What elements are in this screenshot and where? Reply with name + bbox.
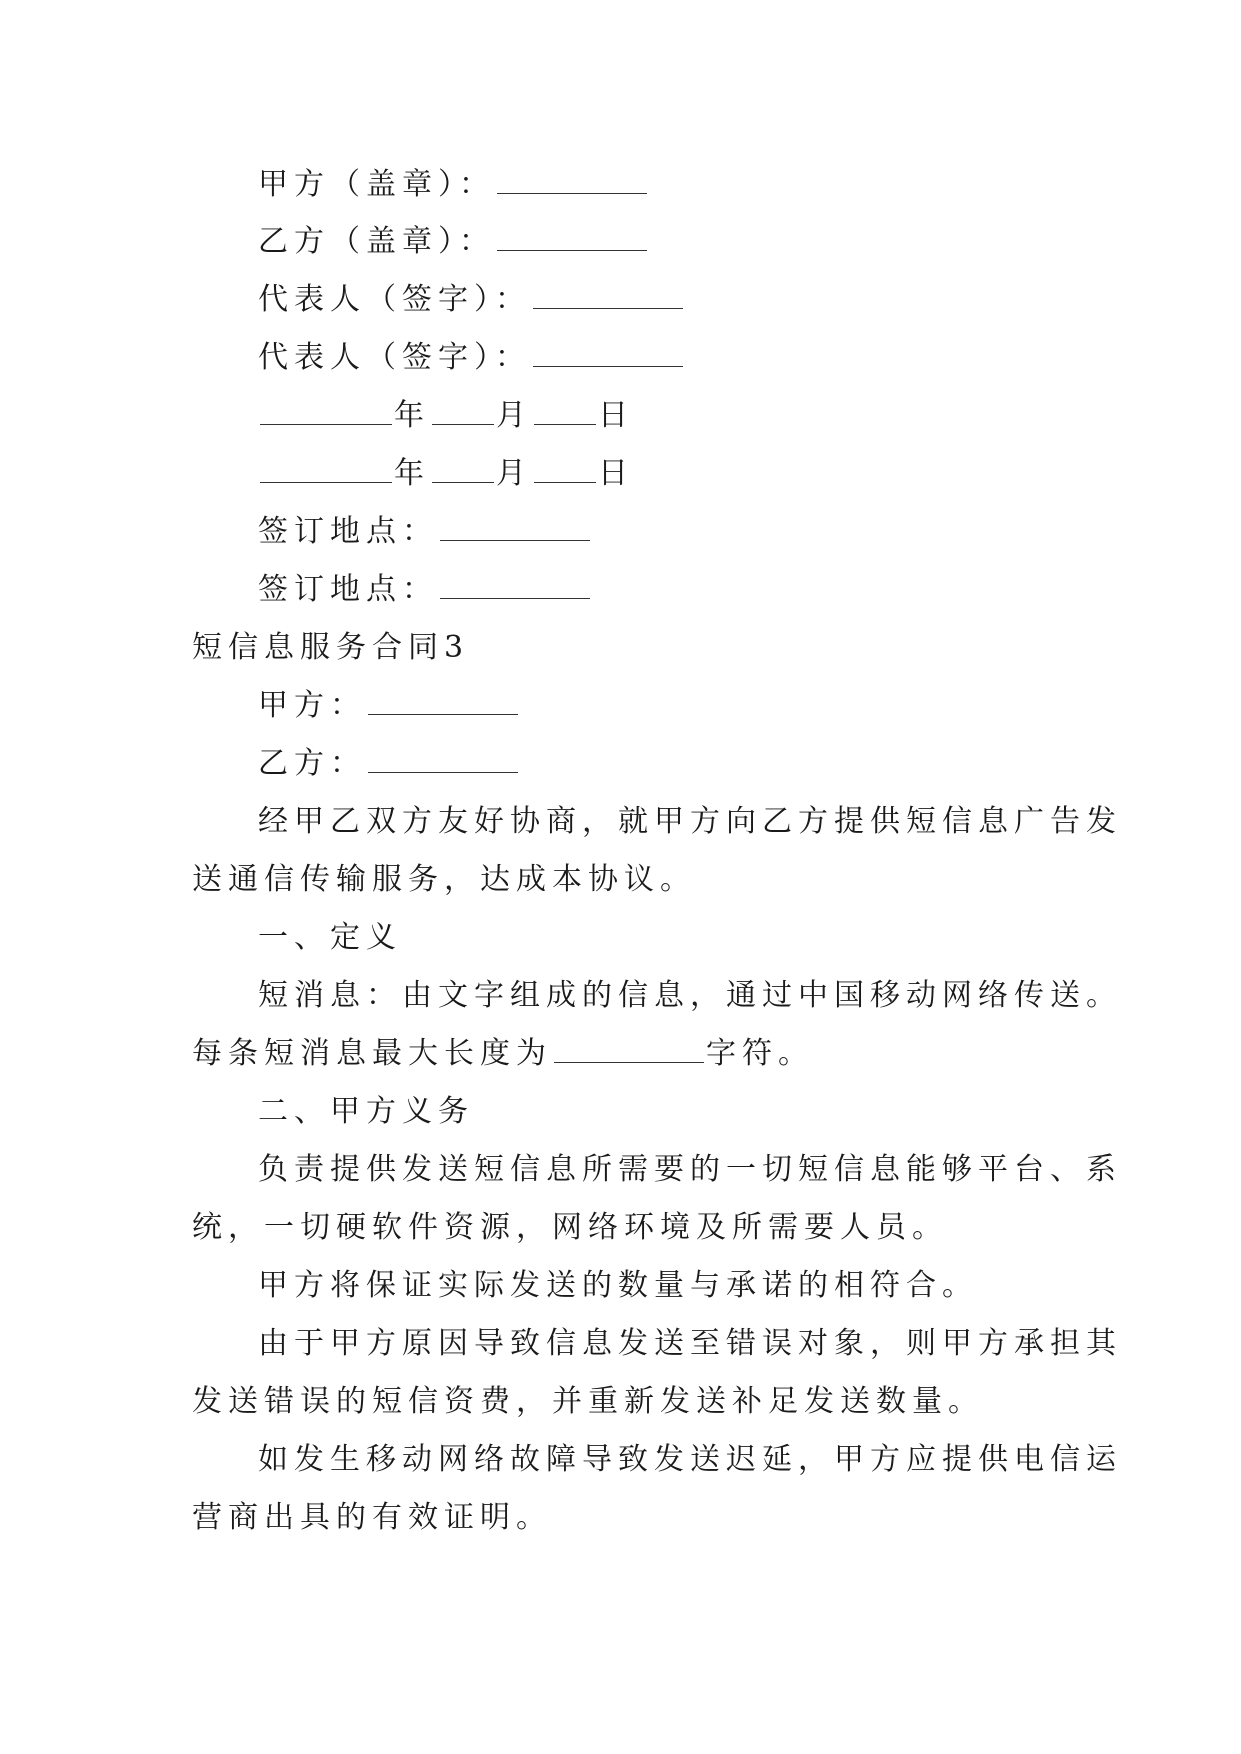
day-label-2: 日 xyxy=(598,456,634,491)
day-label-1: 日 xyxy=(598,398,634,433)
party-a-label: 甲方： xyxy=(258,688,366,723)
month-blank-1 xyxy=(432,400,494,425)
party-b-seal-label: 乙方（盖章）： xyxy=(258,224,495,259)
sign-place-line-2 xyxy=(258,570,1058,610)
rep-sign-blank-2 xyxy=(533,342,683,367)
party-a-seal-line xyxy=(258,165,1058,205)
month-label-1: 月 xyxy=(496,398,532,433)
duty1-line-2: 统，一切硬软件资源，网络环境及所需要人员。 xyxy=(192,1210,948,1245)
duty2-line-1: 甲方将保证实际发送的数量与承诺的相符合。 xyxy=(258,1268,978,1303)
party-a-seal-blank xyxy=(497,169,647,194)
definition-line-2 xyxy=(192,1034,1062,1074)
definition-prefix: 每条短消息最大长度为 xyxy=(192,1036,552,1071)
year-blank-1 xyxy=(260,400,392,425)
party-b-seal-line xyxy=(258,222,1058,262)
sign-place-label-1: 签订地点： xyxy=(258,514,438,549)
party-b-blank xyxy=(368,748,518,773)
party-a-line xyxy=(258,686,1058,726)
rep-sign-label-2: 代表人（签字）： xyxy=(258,340,531,375)
definition-line-1: 短消息：由文字组成的信息，通过中国移动网络传送。 xyxy=(258,978,1122,1013)
section1-heading: 一、定义 xyxy=(258,920,402,955)
year-blank-2 xyxy=(260,458,392,483)
rep-sign-line-2 xyxy=(258,338,1058,378)
party-b-seal-blank xyxy=(497,226,647,251)
intro-line-2: 送通信传输服务，达成本协议。 xyxy=(192,862,696,897)
max-length-blank xyxy=(554,1038,704,1063)
party-b-line xyxy=(258,744,1058,784)
year-label-1: 年 xyxy=(394,398,430,433)
sign-place-label-2: 签订地点： xyxy=(258,572,438,607)
duty3-line-1: 由于甲方原因导致信息发送至错误对象，则甲方承担其 xyxy=(258,1326,1122,1361)
duty1-line-1: 负责提供发送短信息所需要的一切短信息能够平台、系 xyxy=(258,1152,1122,1187)
duty4-line-1: 如发生移动网络故障导致发送迟延，甲方应提供电信运 xyxy=(258,1442,1122,1477)
rep-sign-line-1 xyxy=(258,280,1058,320)
sign-place-blank-1 xyxy=(440,516,590,541)
rep-sign-blank-1 xyxy=(533,284,683,309)
definition-suffix: 字符。 xyxy=(706,1036,814,1071)
month-blank-2 xyxy=(432,458,494,483)
year-label-2: 年 xyxy=(394,456,430,491)
month-label-2: 月 xyxy=(496,456,532,491)
section2-heading: 二、甲方义务 xyxy=(258,1094,474,1129)
date-line-2 xyxy=(258,454,1058,494)
duty4-line-2: 营商出具的有效证明。 xyxy=(192,1500,552,1535)
party-a-seal-label: 甲方（盖章）： xyxy=(258,167,495,202)
rep-sign-label-1: 代表人（签字）： xyxy=(258,282,531,317)
party-b-label: 乙方： xyxy=(258,746,366,781)
sign-place-blank-2 xyxy=(440,574,590,599)
duty3-line-2: 发送错误的短信资费，并重新发送补足发送数量。 xyxy=(192,1384,984,1419)
party-a-blank xyxy=(368,690,518,715)
contract-title: 短信息服务合同3 xyxy=(192,630,470,665)
date-line-1 xyxy=(258,396,1058,436)
intro-line-1: 经甲乙双方友好协商，就甲方向乙方提供短信息广告发 xyxy=(258,804,1122,839)
day-blank-1 xyxy=(534,400,596,425)
sign-place-line-1 xyxy=(258,512,1058,552)
day-blank-2 xyxy=(534,458,596,483)
